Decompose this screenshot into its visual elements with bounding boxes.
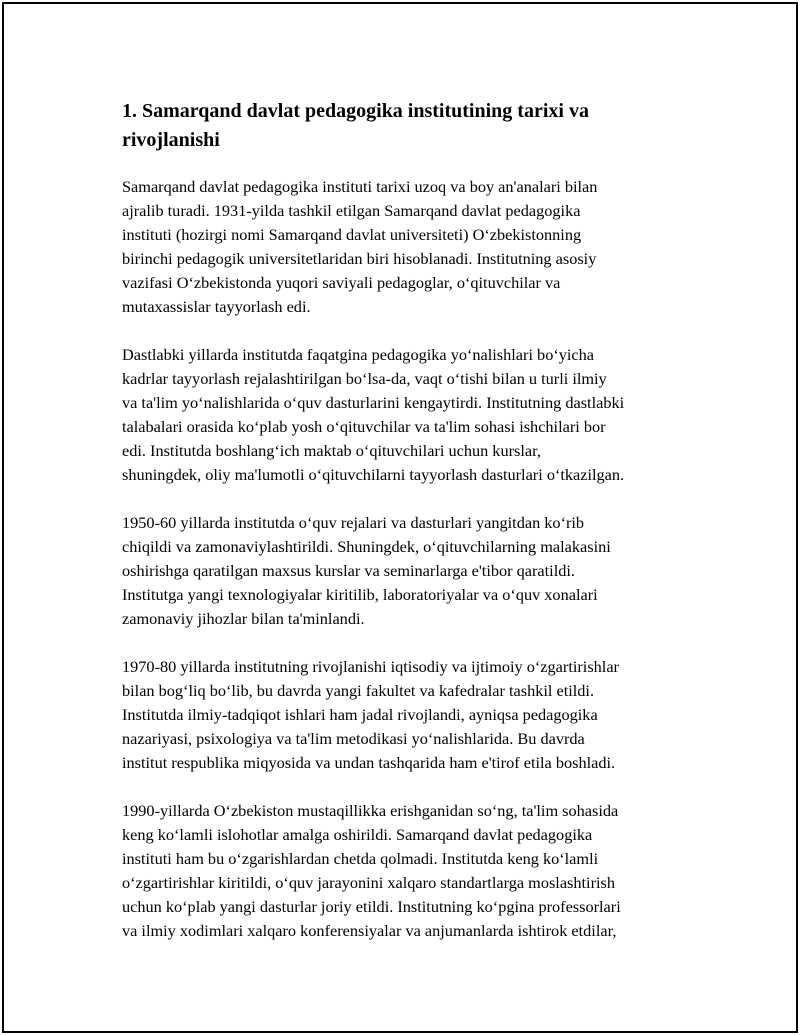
text-line: va ta'lim yo‘nalishlarida o‘quv dasturlarini kengaytirdi. Institutning dastlabki	[122, 393, 625, 412]
text-line: 1950-60 yillarda institutda o‘quv rejalari va dasturlari yangitdan ko‘rib	[122, 513, 585, 532]
text-line: Dastlabki yillarda institutda faqatgina pedagogika yo‘nalishlari bo‘yicha	[122, 345, 595, 364]
text-line: instituti (hozirgi nomi Samarqand davlat universiteti) O‘zbekistonning	[122, 225, 582, 244]
text-line: zamonaviy jihozlar bilan ta'minlandi.	[122, 609, 365, 628]
text-line: institut respublika miqyosida va undan tashqarida ham e'tirof etila boshladi.	[122, 753, 616, 772]
text-line: Institutda ilmiy-tadqiqot ishlari ham jadal rivojlandi, ayniqsa pedagogika	[122, 705, 598, 724]
text-line: va ilmiy xodimlari xalqaro konferensiyalar va anjumanlarda ishtirok etdilar,	[122, 921, 617, 940]
paragraph	[122, 511, 687, 631]
paragraph	[122, 655, 687, 775]
text-line: chiqildi va zamonaviylashtirildi. Shuningdek, o‘qituvchilarning malakasini	[122, 537, 611, 556]
text-line: 1990-yillarda O‘zbekiston mustaqillikka erishganidan so‘ng, ta'lim sohasida	[122, 801, 619, 820]
text-line: mutaxassislar tayyorlash edi.	[122, 297, 311, 316]
text-line: ajralib turadi. 1931-yilda tashkil etilgan Samarqand davlat pedagogika	[122, 201, 581, 220]
page-frame	[2, 2, 798, 1033]
paragraph	[122, 175, 687, 319]
paragraph	[122, 799, 687, 943]
text-line: vazifasi O‘zbekistonda yuqori saviyali pedagoglar, o‘qituvchilar va	[122, 273, 561, 292]
text-line: Institutga yangi texnologiyalar kiritilib, laboratoriyalar va o‘quv xonalari	[122, 585, 598, 604]
heading-line: rivojlanishi	[122, 129, 220, 151]
text-line: bilan bog‘liq bo‘lib, bu davrda yangi fakultet va kafedralar tashkil etildi.	[122, 681, 595, 700]
text-line: kadrlar tayyorlash rejalashtirilgan bo‘lsa-da, vaqt o‘tishi bilan u turli ilmiy	[122, 369, 607, 388]
text-line: oshirishga qaratilgan maxsus kurslar va seminarlarga e'tibor qaratildi.	[122, 561, 575, 580]
text-line: keng ko‘lamli islohotlar amalga oshirildi. Samarqand davlat pedagogika	[122, 825, 593, 844]
text-line: o‘zgartirishlar kiritildi, o‘quv jarayonini xalqaro standartlarga moslashtirish	[122, 873, 615, 892]
text-line: edi. Institutda boshlang‘ich maktab o‘qituvchilari uchun kurslar,	[122, 441, 541, 460]
paragraph	[122, 343, 687, 487]
heading-line: 1. Samarqand davlat pedagogika institutining tarixi va	[122, 100, 589, 122]
text-line: Samarqand davlat pedagogika instituti tarixi uzoq va boy an'analari bilan	[122, 177, 598, 196]
document-body	[122, 97, 687, 967]
text-line: talabalari orasida ko‘plab yosh o‘qituvchilar va ta'lim sohasi ishchilari bor	[122, 417, 606, 436]
text-line: birinchi pedagogik universitetlaridan biri hisoblanadi. Institutning asosiy	[122, 249, 597, 268]
section-heading	[122, 97, 687, 155]
text-line: 1970-80 yillarda institutning rivojlanishi iqtisodiy va ijtimoiy o‘zgartirishlar	[122, 657, 619, 676]
text-line: instituti ham bu o‘zgarishlardan chetda qolmadi. Institutda keng ko‘lamli	[122, 849, 599, 868]
text-line: nazariyasi, psixologiya va ta'lim metodikasi yo‘nalishlarida. Bu davrda	[122, 729, 585, 748]
text-line: shuningdek, oliy ma'lumotli o‘qituvchilarni tayyorlash dasturlari o‘tkazilgan.	[122, 465, 625, 484]
text-line: uchun ko‘plab yangi dasturlar joriy etildi. Institutning ko‘pgina professorlari	[122, 897, 621, 916]
